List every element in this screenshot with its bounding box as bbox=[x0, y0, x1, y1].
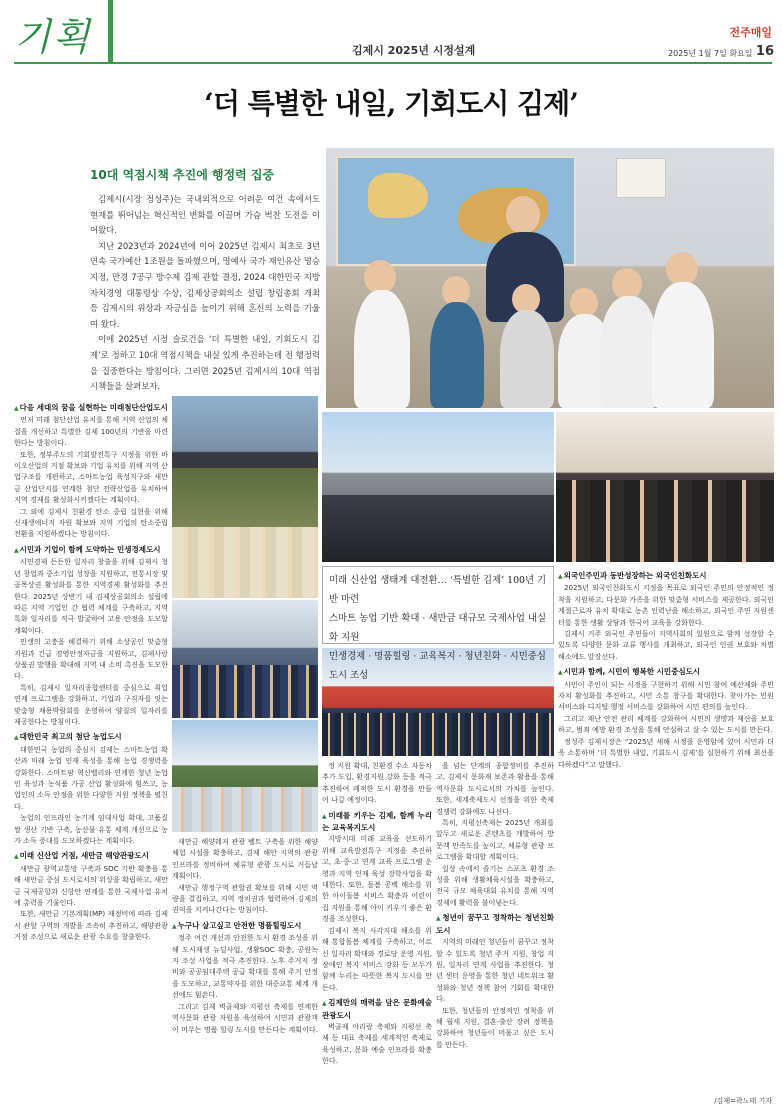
body-paragraph: 먼저 미래 첨단산업 유치를 통해 지역 산업의 체질을 개선하고 특별한 김제 100년의 기반을 마련한다는 방침이다. bbox=[14, 415, 168, 448]
photo-event bbox=[556, 412, 774, 562]
logo-bar bbox=[108, 0, 113, 62]
body-paragraph: 을 넘는 단계의 종합정비를 추진하고, 김제시 문화재 보존과 활용을 통해 역사문화 도시로서의 가치를 높인다. 또한, 세계축제도시 선정을 위한 축제 경쟁력 강화에도 나선다. bbox=[436, 761, 554, 816]
body-paragraph: 정주 여건 개선과 안전한 도시 환경 조성을 위해 도시재생 뉴딜사업, 생활SOC 확충, 공원녹지 조성 사업을 적극 추진한다. 노후 주거지 정비와 공공임대주택 공급 확대를 통해 주거 안정을 도모하고, 교통약자를 위한 대중교통 체계 개선에도 힘쓴다. bbox=[172, 933, 318, 1000]
headline: ‘더 특별한 내일, 기회도시 김제’ bbox=[204, 87, 578, 120]
article-column-5 bbox=[558, 566, 774, 1106]
body-paragraph: 민생의 고충을 해결하기 위해 소상공인 맞춤형 지원과 긴급 경영안정자금을 지원하고, 김제사랑상품권 발행을 확대해 지역 내 소비 촉진을 도모한다. bbox=[14, 637, 168, 681]
body-paragraph: 그 외에 김제시 친환경 탄소 중립 실현을 위해 신재생에너지 자원 확보와 지역 기업의 탄소중립 전환을 지원하겠다는 방침이다. bbox=[14, 506, 168, 539]
article-column-3 bbox=[322, 760, 432, 1106]
photo-farm-visit bbox=[172, 468, 318, 598]
section-heading: ▲ 다음 세대의 꿈을 실현하는 미래첨단산업도시 bbox=[14, 402, 168, 414]
body-paragraph: 일상 속에서 즐기는 스포츠 환경 조성을 위해 생활체육시설을 확충하고, 전국 규모 체육대회 유치를 통해 지역 경제에 활력을 불어넣는다. bbox=[436, 863, 554, 907]
body-paragraph: 벽골제 아리랑 축제와 지평선 축제 등 대표 축제를 세계적인 축제로 육성하고, 문화 예술 인프라를 확충한다. bbox=[322, 1021, 432, 1066]
subhead: 10대 역점시책 추진에 행정력 집중 bbox=[90, 168, 275, 182]
body-paragraph: 그리고 재난 안전 관리 체계를 강화하여 시민의 생명과 재산을 보호하고, 범죄 예방 환경 조성을 통해 안심하고 살 수 있는 도시를 만든다. bbox=[558, 713, 774, 735]
page-header bbox=[0, 0, 782, 62]
body-paragraph: 정 지원 확대, 친환경 수소 자동차 추가 도입, 환경지원 강화 등을 적극 추진하여 쾌적한 도시 환경을 만들어 나갈 예정이다. bbox=[322, 761, 432, 805]
feature-line: 미래 신산업 생태계 대전환… ‘특별한 김제’ 100년 기반 마련 bbox=[329, 575, 547, 605]
section-heading: ▲ 시민과 기업이 함께 도약하는 민생경제도시 bbox=[14, 544, 168, 556]
body-paragraph: 김제시 복지 사각지대 해소를 위해 통합돌봄 체계를 구축하고, 어르신 일자리 확대와 경로당 운영 지원, 장애인 복지 서비스 강화 등 모두가 함께 누리는 따뜻한 복지 도시를 만든다. bbox=[322, 925, 432, 992]
body-paragraph: 또한, 청년들의 안정적인 정착을 위해 월세 지원, 결혼·출산 장려 정책을 강화하여 청년들이 머물고 싶은 도시를 만든다. bbox=[436, 1005, 554, 1049]
body-paragraph: 새만금 행정구역 관할권 확보를 위해 시민 역량을 결집하고, 지역 정치권과 협력하여 김제의 권익을 지켜나간다는 방침이다. bbox=[172, 882, 318, 915]
article-column-1 bbox=[14, 398, 168, 1108]
article-column-4 bbox=[436, 760, 554, 1106]
section-heading: ▲ 김제만의 매력을 담은 문화예술관광도시 bbox=[322, 997, 432, 1021]
intro-paragraph: 이에 2025년 시정 슬로건을 ‘더 특별한 내일, 기회도시 김제’로 정하고 10대 역점시책을 내실 있게 추진하는데 전 행정력을 집중한다는 방침이다. 그러면 2025년 김제시의 10대 역점시책들을 살펴보자. bbox=[90, 334, 320, 392]
photo-festival bbox=[172, 720, 318, 832]
body-paragraph: 지역의 미래인 청년들이 꿈꾸고 정착할 수 있도록 청년 주거 지원, 창업 지원, 일자리 연계 사업을 추진한다. 청년 센터 운영을 통한 청년 네트워크 활성화와 청년 정책 참여 기회를 확대한다. bbox=[436, 937, 554, 1004]
section-heading: ▲ 시민과 함께, 시민이 행복한 시민중심도시 bbox=[558, 666, 774, 678]
article-column-2 bbox=[172, 836, 318, 1106]
feature-line: 스마트 농업 기반 확대 · 새만금 대규모 국제사업 내실화 지원 bbox=[329, 613, 547, 643]
body-paragraph: 그리고 김제 벽골제와 지평선 축제를 연계한 역사문화 관광 자원을 육성하여 시민과 관광객이 머무는 명품 힐링 도시를 만든다는 계획이다. bbox=[172, 1001, 318, 1034]
body-paragraph: 또한, 정부주도의 기회발전특구 지정을 위한 바이오산업의 거점 확보와 기업 유치를 위해 지역 산업구조를 개편하고, 스마트농업 육성지구와 새만금 산업단지를 연계한 첨단 전략산업을 유치하여 지역 경제를 활성화시키겠다는 계획이다. bbox=[14, 449, 168, 505]
photo-stadium bbox=[172, 600, 318, 718]
section-heading: ▲ 외국인주민과 동반성장하는 외국인친화도시 bbox=[558, 570, 774, 582]
body-paragraph: 특히, 지평선축제는 2025년 개최를 앞두고 새로운 콘텐츠를 개발하여 방문객 만족도를 높이고, 체류형 관광 프로그램을 확대할 계획이다. bbox=[436, 818, 554, 862]
main-photo bbox=[326, 148, 774, 408]
intro-text bbox=[90, 192, 320, 395]
flag bbox=[616, 158, 666, 198]
section-logo: 기획 bbox=[14, 15, 92, 59]
body-paragraph: 새만금 광역교통망 구축과 SOC 기반 확충을 통해 새만금 중심 도시로서의 위상을 확립하고, 새만금 국제공항과 신항만 연계를 통한 국제사업 유치에 총력을 기울인다. bbox=[14, 863, 168, 908]
body-paragraph: 지방시대 미래 교육을 선도하기 위해 교육발전특구 지정을 추진하고, 초·중·고 연계 교육 프로그램 운영과 지역 인재 육성 장학사업을 확대한다. 또한, 돌봄 공백 해소를 위한 아이돌봄 서비스 확충과 어린이집 지원을 통해 아이 키우기 좋은 환경을 조성한다. bbox=[322, 834, 432, 924]
photo-machinery bbox=[322, 412, 554, 562]
section-heading: ▲ 누구나 살고싶고 안전한 명품힐링도시 bbox=[172, 920, 318, 932]
page-number: 16 bbox=[755, 44, 774, 59]
paper-name: 전주매일 bbox=[729, 26, 772, 39]
section-heading: ▲ 대한민국 최고의 첨단 농업도시 bbox=[14, 731, 168, 743]
section-heading: ▲ 미래를 키우는 김제, 함께 누리는 교육복지도시 bbox=[322, 810, 432, 834]
byline: /김제=곽노태 기자 bbox=[714, 1097, 772, 1105]
body-paragraph: 대한민국 농업의 중심지 김제는 스마트농업 확산과 미래 농업 인재 육성을 통해 농업 경쟁력을 강화한다. 스마트팜 혁신밸리와 연계한 청년 농업인 육성과 농식품 가공 산업 활성화에 힘쓰고, 농업인의 소득 안정을 위한 다양한 지원 정책을 펼친다. bbox=[14, 744, 168, 811]
header-rule bbox=[14, 62, 772, 64]
body-paragraph: 특히, 김제시 일자리종합센터를 중심으로 취업 연계 프로그램을 강화하고, 기업과 구직자를 잇는 맞춤형 채용박람회를 운영하여 양질의 일자리를 제공한다는 방침이다. bbox=[14, 682, 168, 726]
feature-line: 민생경제 · 명품힐링 · 교육복지 · 청년친화 · 시민중심도시 조성 bbox=[329, 651, 546, 681]
body-paragraph: 김제시 거주 외국인 주민들이 지역사회의 일원으로 함께 성장할 수 있도록 다양한 문화 교류 행사를 개최하고, 외국인 인권 보호와 차별 해소에도 앞장선다. bbox=[558, 629, 774, 661]
section-title: 김제시 2025년 시정설계 bbox=[352, 44, 476, 57]
body-paragraph: 2025년 외국인친화도시 지정을 목표로 외국인 주민의 안정적인 정착을 지원하고, 다문화 가족을 위한 맞춤형 서비스를 제공한다. 외국인 계절근로자 유치 확대로 농촌 인력난을 해소하고, 외국인 주민 지원센터를 통한 생활 상담과 한국어 교육을 강화한다. bbox=[558, 583, 774, 627]
section-heading: ▲ 청년이 꿈꾸고 정착하는 청년친화도시 bbox=[436, 912, 554, 936]
feature-box bbox=[322, 566, 554, 681]
intro-paragraph: 김제시(시장 정성주)는 국내외적으로 어려운 여건 속에서도 현재를 뛰어넘는 혁신적인 변화를 이끌며 가슴 벅찬 도전을 이어왔다. bbox=[90, 194, 320, 236]
body-paragraph: 정성주 김제시장은 “2025년 새해 시정을 운영함에 있어 시민과 더욱 소통하며 ‘더 특별한 내일, 기회도시 김제’를 실현하기 위해 최선을 다하겠다”고 말했다. bbox=[558, 736, 774, 769]
body-paragraph: 시민이 주인이 되는 시정을 구현하기 위해 시민 참여 예산제와 주민자치 활성화를 추진하고, 시민 소통 창구를 확대한다. 찾아가는 민원 서비스와 디지털 행정 서비스를 강화하여 시민 편의를 높인다. bbox=[558, 679, 774, 712]
intro-paragraph: 지난 2023년과 2024년에 이어 2025년 김제시 최초로 3년 연속 국가예산 1조원을 돌파했으며, 명예사 국가 재인유산 명승 지정, 만경 7공구 방수제 김제 관할 결정, 2024 대한민국 지방자치경영 대통령상 수상, 김제상공회의소 설립 창립총회 개최 등 김제시의 위상과 자긍심을 높이기 위해 혼신의 노력을 기울여 왔다. bbox=[90, 240, 320, 329]
body-paragraph: 새만금 해양레저 관광 벨트 구축을 위한 해양 체험 시설을 확충하고, 김제 해안 지역의 관광 인프라를 정비하여 체류형 관광 도시로 거듭날 계획이다. bbox=[172, 837, 318, 881]
body-paragraph: 또한, 새만금 기본계획(MP) 재정비에 따라 김제시 관할 구역의 개발을 조속히 추진하고, 해양관광 거점 조성으로 새로운 관광 수요를 창출한다. bbox=[14, 909, 168, 942]
issue-date: 2025년 1월 7일 화요일 bbox=[668, 49, 753, 58]
body-paragraph: 농업의 인프라인 농기계 임대사업 확대, 고품질 쌀 생산 기반 구축, 농산물 유통 체계 개선으로 농가 소득 증대를 도모하겠다는 계획이다. bbox=[14, 813, 168, 846]
body-paragraph: 시민경제 든든한 일자리 창출을 위해 김제시 청년 창업과 중소기업 성장을 지원하고, 전통시장 및 골목상권 활성화를 통한 지역경제 활성화를 추진한다. 2025년 상반기 내 김제상공회의소 설립에 따른 지역 기업인 간 협력 체계를 구축하고, 지역 특화 일자리를 적극 발굴하여 고용 안정을 도모할 계획이다. bbox=[14, 557, 168, 635]
section-heading: ▲ 미래 신산업 거점, 새만금 해양관광도시 bbox=[14, 850, 168, 862]
